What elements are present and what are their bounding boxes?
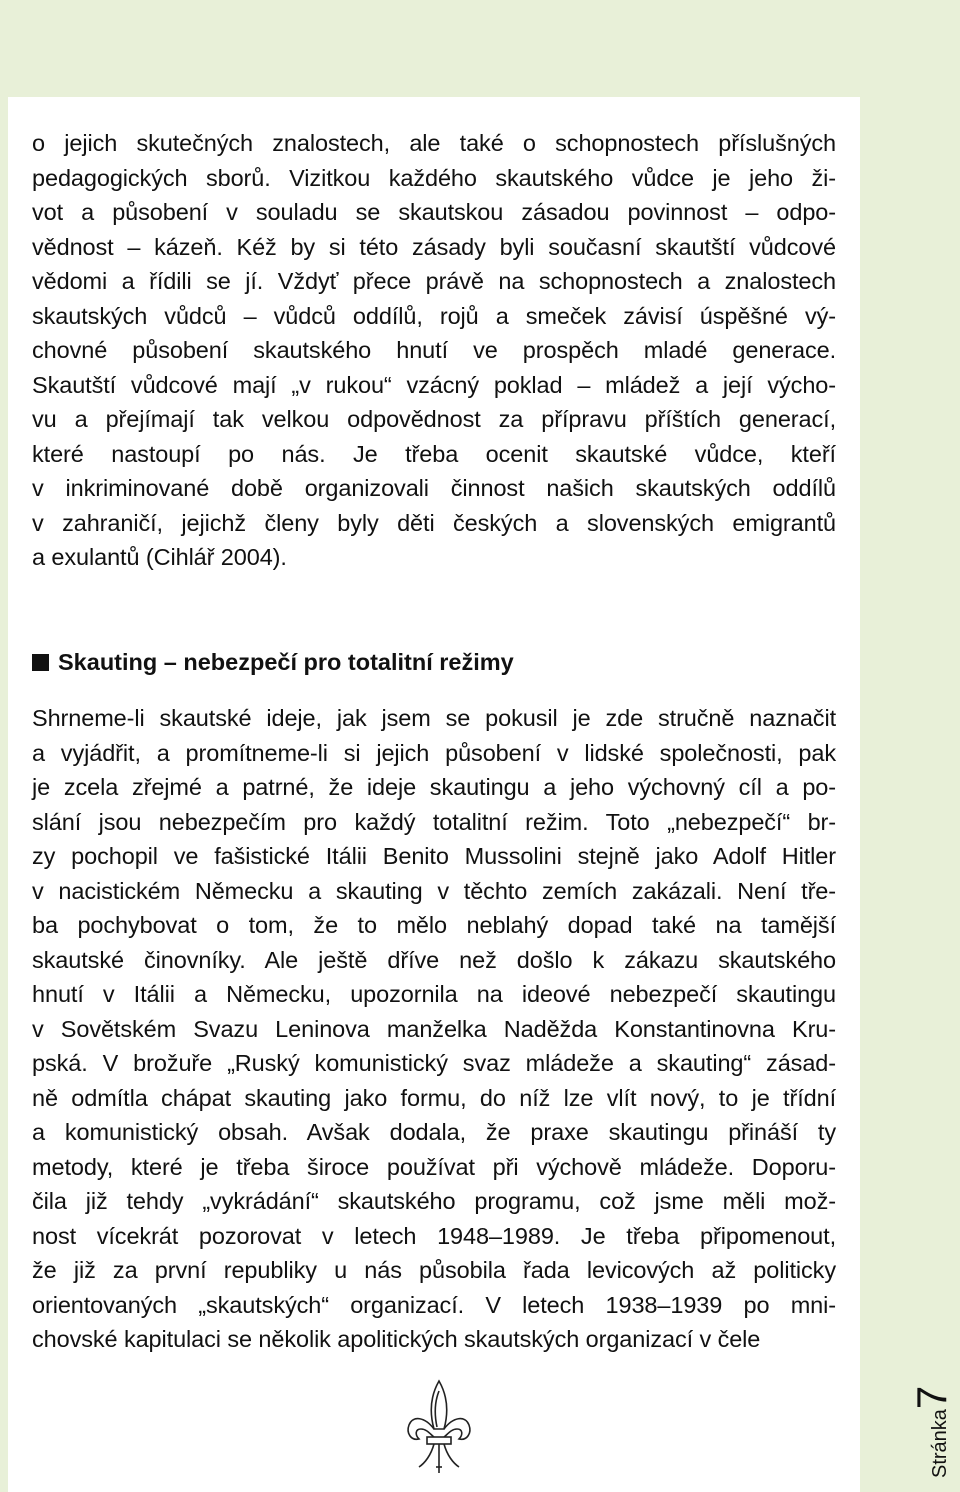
paragraph1-line: které nastoupí po nás. Je třeba ocenit skautské vůdce, kteří xyxy=(32,440,836,467)
paragraph2-line: čila již tehdy „vykrádání“ skautského programu, což jsme měli mož- xyxy=(32,1188,836,1214)
paragraph2-line: pská. V brožuře „Ruský komunistický svaz mládeže a skauting“ zásad- xyxy=(32,1050,836,1076)
document-page xyxy=(8,97,860,1492)
paragraph2-line: zy pochopil ve fašistické Itálii Benito Mussolini stejně jako Adolf Hitler xyxy=(32,843,836,869)
page-number: 7 xyxy=(908,1385,955,1410)
paragraph1-line: vu a přejímají tak velkou odpovědnost za přípravu příštích generací, xyxy=(32,406,836,432)
paragraph2-line: slání jsou nebezpečím pro každý totalitní režim. Toto „nebezpečí“ br- xyxy=(32,808,836,835)
paragraph2-line: a vyjádřit, a promítneme-li si jejich působení v lidské společnosti, pak xyxy=(32,739,836,766)
paragraph2-line: metody, které je třeba široce používat při výchově mládeže. Doporu- xyxy=(32,1153,836,1180)
paragraph2-line: ně odmítla chápat skauting jako formu, do níž lze vlít nový, to je třídní xyxy=(32,1084,836,1111)
page-word: Stránka xyxy=(929,1409,951,1478)
fleur-de-lis-icon xyxy=(403,1377,475,1477)
paragraph1-line: v zahraničí, jejichž členy byly děti českých a slovenských emigrantů xyxy=(32,509,836,536)
paragraph2-line: orientovaných „skautských“ organizací. V letech 1938–1939 po mni- xyxy=(32,1291,836,1318)
paragraph1-line: v inkriminované době organizovali činnost našich skautských oddílů xyxy=(32,475,836,501)
square-bullet-icon xyxy=(32,654,49,671)
section-heading xyxy=(32,649,514,676)
paragraph1-line: Skautští vůdcové mají „v rukou“ vzácný poklad – mládež a její výcho- xyxy=(32,371,836,398)
paragraph1-line: a exulantů (Cihlář 2004). xyxy=(32,544,287,570)
paragraph2-line: v Sovětském Svazu Leninova manželka Naděžda Konstantinovna Kru- xyxy=(32,1015,836,1042)
paragraph2-line: chovské kapitulaci se několik apolitických skautských organizací v čele xyxy=(32,1326,761,1352)
section-heading-text: Skauting – nebezpečí pro totalitní režimy xyxy=(58,649,514,675)
paragraph2-line: v nacistickém Německu a skauting v těchto zemích zakázali. Není tře- xyxy=(32,877,836,904)
paragraph1-line: skautských vůdců – vůdců oddílů, rojů a smeček závisí úspěšné vý- xyxy=(32,302,836,329)
paragraph2-line: skautské činovníky. Ale ještě dříve než došlo k zákazu skautského xyxy=(32,946,836,973)
paragraph1-line: vědnost – kázeň. Kéž by si této zásady byli současní skautští vůdcové xyxy=(32,233,836,260)
paragraph-2 xyxy=(32,701,836,1357)
paragraph-1 xyxy=(32,126,836,575)
paragraph1-line: vot a působení v souladu se skautskou zásadou povinnost – odpo- xyxy=(32,199,836,225)
paragraph2-line: Shrneme-li skautské ideje, jak jsem se pokusil je zde stručně naznačit xyxy=(32,705,836,731)
paragraph2-line: že již za první republiky u nás působila řada levicových až politicky xyxy=(32,1257,836,1283)
paragraph1-line: chovné působení skautského hnutí ve prospěch mladé generace. xyxy=(32,337,836,363)
paragraph1-line: o jejich skutečných znalostech, ale také o schopnostech příslušných xyxy=(32,130,836,156)
paragraph1-line: pedagogických sborů. Vizitkou každého skautského vůdce je jeho ži- xyxy=(32,164,836,191)
page-number-label xyxy=(878,1328,955,1488)
paragraph2-line: nost vícekrát pozorovat v letech 1948–1989. Je třeba připomenout, xyxy=(32,1222,836,1249)
paragraph1-line: vědomi a řídili se jí. Vždyť přece právě na schopnostech a znalostech xyxy=(32,268,836,294)
paragraph2-line: ba pochybovat o tom, že to mělo neblahý dopad také na tamější xyxy=(32,912,836,938)
paragraph2-line: je zcela zřejmé a patrné, že ideje skautingu a jeho výchovný cíl a po- xyxy=(32,774,836,800)
paragraph2-line: a komunistický obsah. Avšak dodala, že praxe skautingu přináší ty xyxy=(32,1119,836,1145)
paragraph2-line: hnutí v Itálii a Německu, upozornila na ideové nebezpečí skautingu xyxy=(32,981,836,1007)
